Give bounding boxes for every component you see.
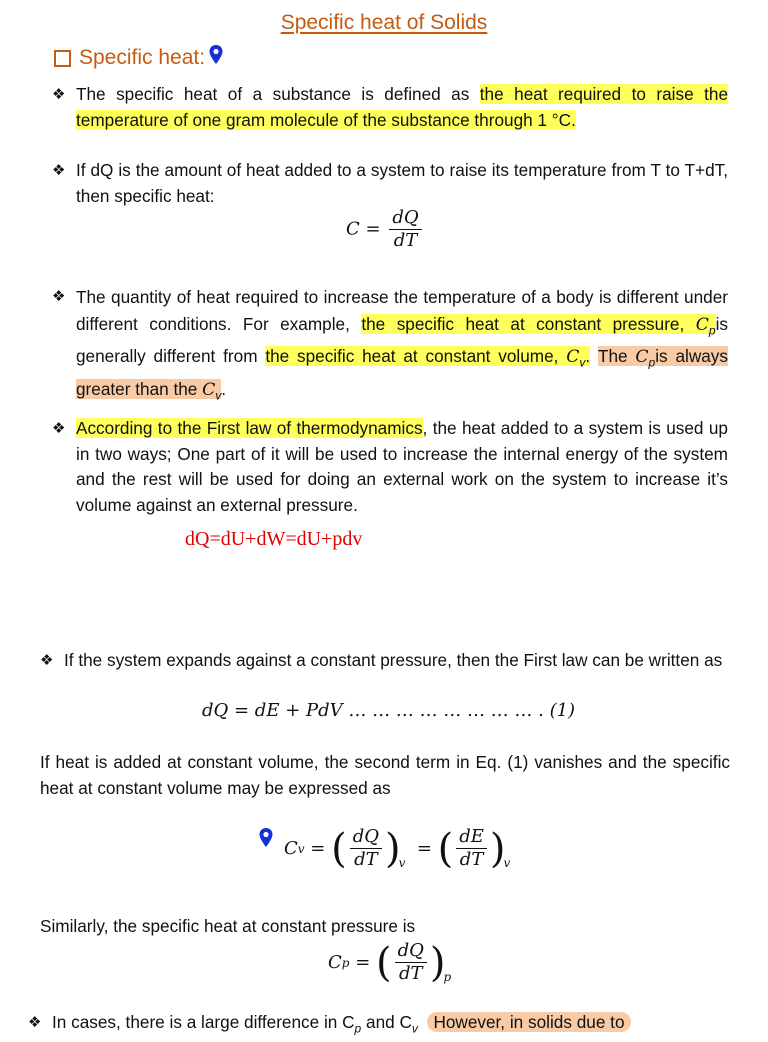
bullet-first-law (52, 416, 728, 518)
cv-highlight: the specific heat at constant volume, $C_v$. (265, 346, 591, 370)
eq-c-numerator: dQ (389, 207, 421, 230)
diamond-bullet-icon: ❖ (40, 652, 54, 669)
first-law-text: , the heat added to a system is used up in two ways; One part of it will be used to increase the internal energy of the system and the rest will be used for doing an external work on the system to increase it’s volume against an external pressure. (76, 418, 728, 515)
definition-highlight: the heat required to raise the temperature of one gram molecule of the substance through 1 °C. (76, 84, 728, 130)
bullet-cp-cv: ❖ The quantity of heat required to increase the temperature of a body is different under different conditions. For example, the specific heat at constant pressure, $C_pis$ generally different from the specific heat at constant volume, $C_v$. The $C_pis$ always greater than the $C_v$. (52, 284, 728, 409)
definition-text: The specific heat of a substance is defined as (76, 84, 480, 104)
section-heading (54, 45, 223, 71)
constant-pressure-paragraph: Similarly, the specific heat at constant pressure is (40, 916, 416, 936)
cp-greater-highlight: The $C_pis$ always greater than the $C_v$ (76, 346, 728, 403)
bullet-definition (52, 82, 728, 133)
equation-c (346, 207, 425, 252)
cp-highlight: the specific heat at constant pressure, $C_p$ (361, 313, 716, 337)
equation-cv: C v = ( $\frac{dQ}{dT}$ ) v = ( $\frac{dE}{dT}$ ) v (284, 825, 511, 872)
cp-cv-text: The quantity of heat required to increase the temperature of a body is different under different conditions. For example, (76, 287, 728, 334)
checkbox-square-icon (54, 50, 71, 67)
map-pin-icon (259, 828, 273, 853)
eq-c-lhs: C = (346, 218, 381, 240)
first-law-equation: dQ=dU+dW=dU+pdv (185, 528, 363, 550)
diamond-bullet-icon: ❖ (28, 1014, 42, 1031)
diamond-bullet-icon: ❖ (52, 288, 66, 305)
equation-1: dQ = dE + PdV … … … … … … … … . (1) (202, 700, 576, 721)
section-heading-label: Specific heat: (79, 46, 206, 69)
solids-highlight: However, in solids due to (427, 1012, 630, 1032)
constant-volume-paragraph: If heat is added at constant volume, the second term in Eq. (1) vanishes and the specific heat at constant volume may be expressed as (40, 752, 730, 798)
cp-cv-mid: is generally different from (76, 313, 728, 367)
diamond-bullet-icon: ❖ (52, 162, 66, 179)
equation-cp: C p = ( $\frac{dQ}{dT}$ ) p (328, 939, 452, 986)
bullet-dq (52, 158, 728, 209)
map-pin-icon (209, 45, 223, 71)
first-law-highlight: According to the First law of thermodynamics (76, 418, 423, 438)
diamond-bullet-icon: ❖ (52, 86, 66, 103)
bullet-solids: ❖ In cases, there is a large difference in $C_p$ and $C_v$ However, in solids due to (28, 1010, 728, 1042)
page-title: Specific heat of Solids (280, 11, 488, 34)
diamond-bullet-icon: ❖ (52, 420, 66, 437)
dq-text: If dQ is the amount of heat added to a system to raise its temperature from T to T+dT, then specific heat: (76, 160, 728, 206)
constant-pressure-text: If the system expands against a constant pressure, then the First law can be written as (64, 650, 723, 670)
eq-c-denominator: dT (393, 230, 418, 251)
bullet-constant-pressure (40, 648, 730, 674)
